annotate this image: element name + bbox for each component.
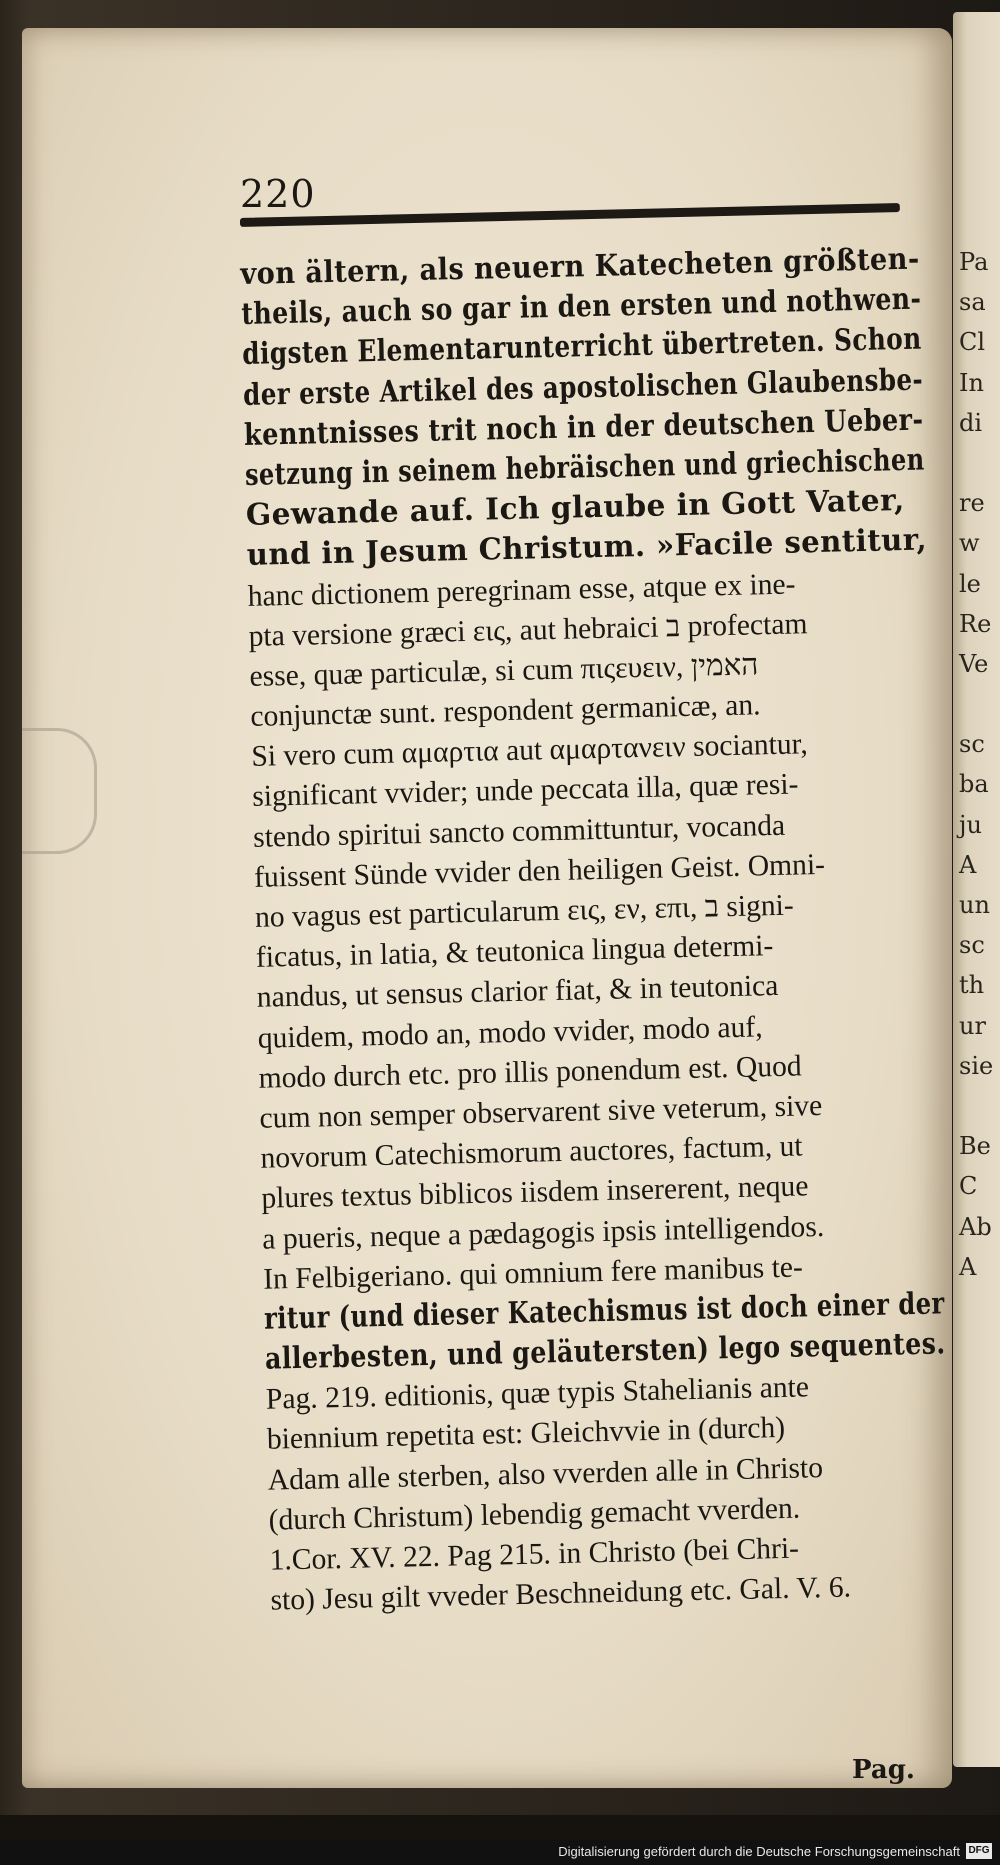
facing-line-fragment: In [959,368,984,397]
facing-line-fragment: w [959,529,980,558]
facing-line-fragment [959,1488,999,1528]
catchword: Pag. [852,1755,915,1785]
facing-line-fragment: ju [959,810,982,839]
text-line: stendo spiritui sancto committuntur, vocanda [252,808,786,854]
facing-line-fragment: A [959,1252,977,1281]
body-text [240,239,961,1621]
facing-line-fragment: ba [959,770,989,799]
text-line: esse, quæ particulæ, si cum πιςευειν, האמין [249,648,759,693]
text-line: fuissent Sünde vvider den heiligen Geist. Omni- [253,847,826,894]
facing-line-fragment: C [959,1172,978,1201]
text-line: significant vvider; unde peccata illa, quæ resi- [251,767,799,814]
facing-line-fragment [959,1568,999,1608]
text-line: hanc dictionem peregrinam esse, atque ex ine- [247,566,796,613]
facing-line-fragment: un [959,891,990,919]
facing-line-fragment [959,1528,999,1568]
facing-line-fragment: sc [959,730,985,759]
text-line: Si vero cum αμαρτια aut αμαρτανειν sociantur, [251,727,809,774]
facing-line-fragment: Ve [959,649,989,678]
page-number: 220 [240,172,316,216]
facing-line-fragment: th [959,971,985,1000]
facing-line-fragment: Pa [959,248,989,276]
text-line: Pag. 219. editionis, quæ typis Stahelianis ante [265,1370,810,1416]
text-line: biennium repetita est: Gleichvvie in (durch) [266,1411,786,1457]
facing-line-fragment: sa [959,288,986,317]
text-line: der erste Artikel des apostolischen Glaubensbe- [242,362,924,413]
facing-line-fragment: Cl [959,328,986,357]
dfg-logo: DFG [966,1843,992,1859]
text-line: (durch Christum) lebendig gemacht vverden. [268,1491,801,1537]
text-line: 1.Cor. XV. 22. Pag 215. in Christo (bei Chri- [269,1531,800,1577]
footer-bar [0,1840,1000,1865]
text-line: pta versione græci εις, aut hebraici ב profectam [248,606,808,653]
text-line: setzung in seinem hebräischen und griechischen [244,442,925,493]
facing-line-fragment: sie [959,1051,994,1080]
facing-line-fragment: le [959,569,981,598]
facing-page-edge [953,12,1000,1767]
text-line: sto) Jesu gilt vveder Beschneidung etc. Gal. V. 6. [270,1570,852,1617]
facing-line-fragment [959,1448,999,1488]
facing-line-fragment: Re [959,609,992,638]
bookmark-ribbon [22,728,97,854]
text-line: plures textus biblicos iisdem insererent, neque [261,1169,809,1216]
text-line: no vagus est particularum εις, εν, επι, ב signi- [254,888,795,934]
facing-line-fragment: re [959,489,985,518]
text-line: conjunctæ sunt. respondent germanicæ, an. [250,688,761,733]
text-line: theils, auch so gar in den ersten und nothwen- [240,281,922,333]
facing-line-fragment [959,1367,999,1407]
facing-line-fragment [959,1407,999,1447]
text-line: ficatus, in latia, & teutonica lingua determi- [255,929,774,975]
text-line: modo durch etc. pro illis ponendum est. Quod [258,1049,802,1095]
text-line: allerbesten, und geläutersten) lego sequentes. [264,1326,946,1377]
facing-line-fragment: ur [959,1011,986,1040]
facing-line-fragment [959,684,999,724]
text-line: novorum Catechismorum auctores, factum, ut [260,1129,803,1175]
facing-line-fragment: di [959,408,983,437]
facing-line-fragment [959,1327,999,1367]
text-line: cum non semper observarent sive veterum, sive [259,1088,823,1135]
facing-line-fragment [959,1086,999,1126]
text-line: und in Jesum Christum. »Facile sentitur, [246,522,928,574]
facing-line-fragment: A [959,850,977,879]
facing-line-fragment: Ab [959,1212,992,1241]
text-line: In Felbigeriano. qui omnium fere manibus te- [262,1250,804,1296]
facing-line-fragment: sc [959,931,985,960]
facing-page-text [959,242,999,1608]
text-line: quidem, modo an, modo vvider, modo auf, [257,1009,763,1055]
facing-line-fragment [959,443,999,483]
text-line: Adam alle sterben, also vverden alle in Christo [267,1450,824,1497]
text-line: von ältern, als neuern Katecheten größten- [240,241,920,292]
facing-line-fragment: Be [959,1132,991,1161]
text-line: Gewande auf. Ich glaube in Gott Vater, [245,483,906,534]
funding-credit: Digitalisierung gefördert durch die Deutsche Forschungsgemeinschaft [558,1844,960,1859]
text-line: a pueris, neque a pædagogis ipsis intelligendos. [261,1209,825,1256]
text-line: kenntnisses trit noch in der deutschen Ueber- [243,402,924,453]
facing-line-fragment [959,1287,999,1327]
text-line: nandus, ut sensus clarior fiat, & in teutonica [256,969,779,1015]
text-line: ritur (und dieser Katechismus ist doch einer der [263,1286,946,1337]
text-line: digsten Elementarunterricht übertreten. Schon [241,321,922,373]
